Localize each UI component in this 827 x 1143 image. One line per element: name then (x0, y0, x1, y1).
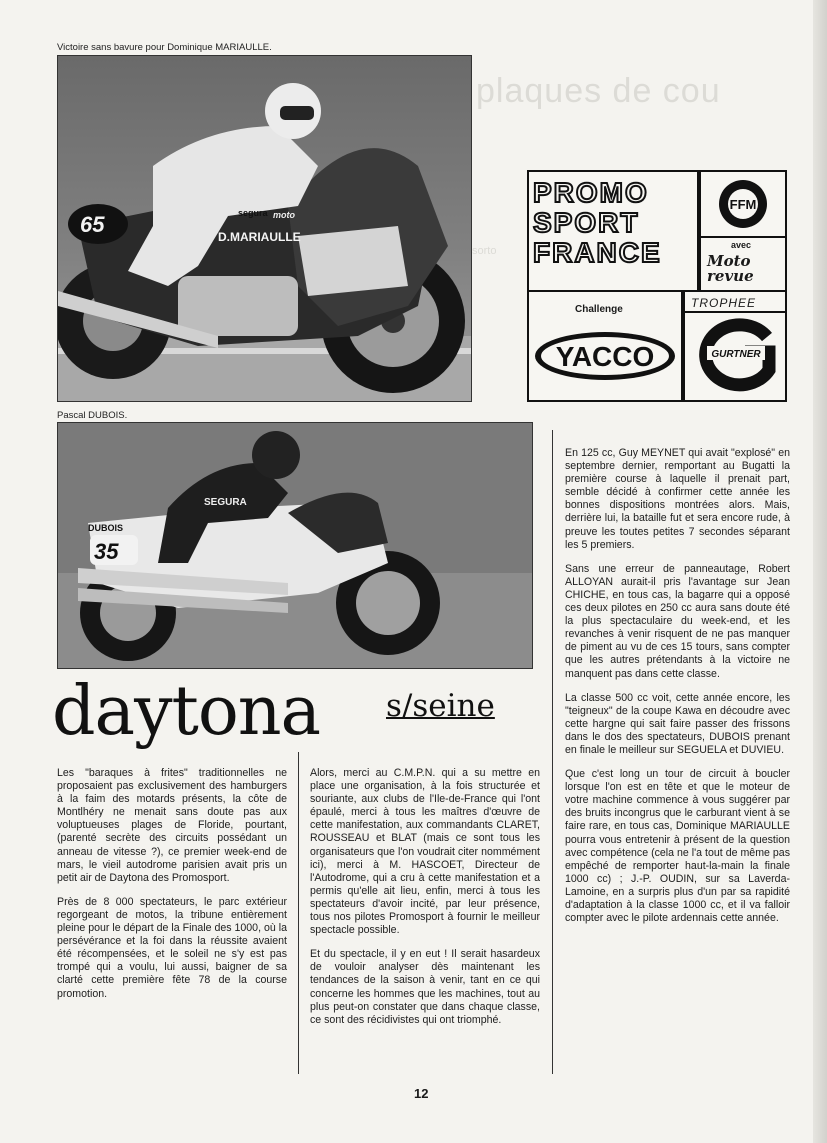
article-column-3 (565, 447, 790, 936)
avec-label: avec (731, 240, 752, 250)
promo-line-1: PROMO (533, 177, 649, 208)
fairing-name-dubois: DUBOIS (88, 523, 124, 533)
paragraph: Sans une erreur de panneautage, Robert ALLOYAN aurait-il pris l'avantage sur Jean CHICHE, en tous cas, la bagarre qui a opposé ces deux pilotes en 250 cc aura sans doute été la plus spectaculaire du week-end, et les revanches à venir risquent de ne pas manquer de piment au vu de ces 15 tours, sans compter que les autres prétendants à la victoire ne manquent pas dans cette classe. (565, 562, 790, 680)
article-title: daytona (52, 672, 321, 751)
promo-line-3: FRANCE (533, 237, 662, 268)
ffm-logo (699, 170, 787, 238)
photo-mariaulle (57, 55, 472, 402)
show-through-text: plaques de cou (476, 72, 721, 110)
photo-dubois (57, 422, 533, 669)
trophee-label: TROPHEE (691, 296, 757, 310)
photo-caption-dubois: Pascal DUBOIS. (57, 410, 128, 421)
race-number-65: 65 (80, 212, 105, 237)
trophee-gurtner-logo (683, 290, 787, 402)
page-edge (813, 0, 827, 1143)
moto-revue-logo (699, 236, 787, 292)
ffm-text: FFM (729, 197, 757, 212)
gurtner-text: GURTNER (711, 349, 761, 360)
challenge-label: Challenge (575, 304, 623, 315)
moto-revue-text: Moto revue (707, 252, 754, 285)
yacco-challenge-logo (527, 290, 683, 402)
race-number-35: 35 (94, 539, 119, 564)
paragraph: Près de 8 000 spectateurs, le parc extérieur regorgeant de motos, la tribune entièrement pleine pour le départ de la Finale des 1000, où la persévérance et la foi dans la réussite avaient été récompensées, et le soleil ne s'y est pas trompé qui a voulu, lui aussi, baigner de sa clarté cette première fête 78 de la course promotion. (57, 895, 287, 1000)
fairing-name-mariaulle: D.MARIAULLE (218, 230, 301, 244)
paragraph: Et du spectacle, il y en eut ! Il serait hasardeux de vouloir analyser dès maintenant les tendances de la saison à venir, tant en ce qui concerne les hommes que les machines, tout au plus peut-on constater que dans chaque classe, ce sont des récidivistes qui ont triomphé. (310, 948, 540, 1026)
promo-sport-france-logo (527, 170, 699, 292)
sponsor-label: segura (238, 208, 268, 218)
tank-brand: moto (273, 210, 295, 220)
page-number: 12 (414, 1086, 429, 1101)
paragraph: Alors, merci au C.M.P.N. qui a su mettre en place une organisation, à la fois structurée et souriante, aux clubs de l'Ile-de-France qui l'ont épaulé, merci à tous les maîtres d'œuvre de cette manifestation, aux commandants CLARET, ROUSSEAU et BLAT (mais ce sont tous les organisateurs que l'on voudrait citer nommément ici), merci à M. HASCOET, Directeur de l'Autodrome, qui a cru à cette manifestation et a permis qu'elle ait lieu, enfin, merci à tous les spectateurs d'avoir incité, par leur présence, tous nos pilotes Promosport à fournir le meilleur spectacle possible. (310, 767, 540, 937)
show-through-text-side: sorto (472, 245, 497, 257)
paragraph: La classe 500 cc voit, cette année encore, les "teigneux" de la coupe Kawa en découdre avec cette hargne qui sait faire passer des frissons dans le dos des spectateurs, DUBOIS prenant en finale le meilleur sur SEGUELA et DUVIEU. (565, 691, 790, 756)
column-divider-1 (298, 752, 299, 1074)
sponsor-logos-panel (527, 170, 787, 400)
yacco-text: YACCO (555, 341, 655, 372)
article-column-2 (310, 767, 540, 1038)
photo-caption-mariaulle: Victoire sans bavure pour Dominique MARIAULLE. (57, 42, 272, 53)
promo-line-2: SPORT (533, 207, 640, 238)
column-divider-2 (552, 430, 553, 1074)
article-column-1 (57, 767, 287, 1012)
paragraph: Les "baraques à frites" traditionnelles ne proposaient pas exclusivement des hamburgers à la faim des motards présents, la côte de Montlhéry ne menait sans doute pas aux voluptueuses plages de Floride, pourtant, (parenté secrète des circuits possédant un anneau de vitesse ?), ce premier week-end de mars, le vieil autodrome parisien avait pris un petit air de Daytona des Promosport. (57, 767, 287, 884)
article-subtitle: s/seine (386, 688, 495, 724)
paragraph: En 125 cc, Guy MEYNET qui avait "explosé" en septembre dernier, remportant au Bugatti la première course à laquelle il prenait part, semble décidé à confirmer cette année les bonnes dispositions montrées alors. Mais, derrière lui, la bataille fut et sera encore rude, à preuve les toutes petites 7 secondes séparant les 5 premiers. (565, 447, 790, 551)
leathers-sponsor: SEGURA (204, 497, 247, 508)
paragraph: Que c'est long un tour de circuit à boucler lorsque l'on est en tête et que le moteur de votre machine commence à vous suggérer par des bruits incongrus que le carburant vient à se faire rare, en tous cas, Dominique MARIAULLE pourra vous entretenir à présent de la question avec compétence (cela ne l'a tout de même pas empêché de remporter haut-la-main la finale 1000 cc) ; J.-P. OUDIN, sur sa Laverda-Lamoine, en a surpris plus d'un par sa rapidité d'adaptation à la classe 1000 cc, et il va falloir compter avec le pilote ardennais cette année. (565, 768, 790, 925)
